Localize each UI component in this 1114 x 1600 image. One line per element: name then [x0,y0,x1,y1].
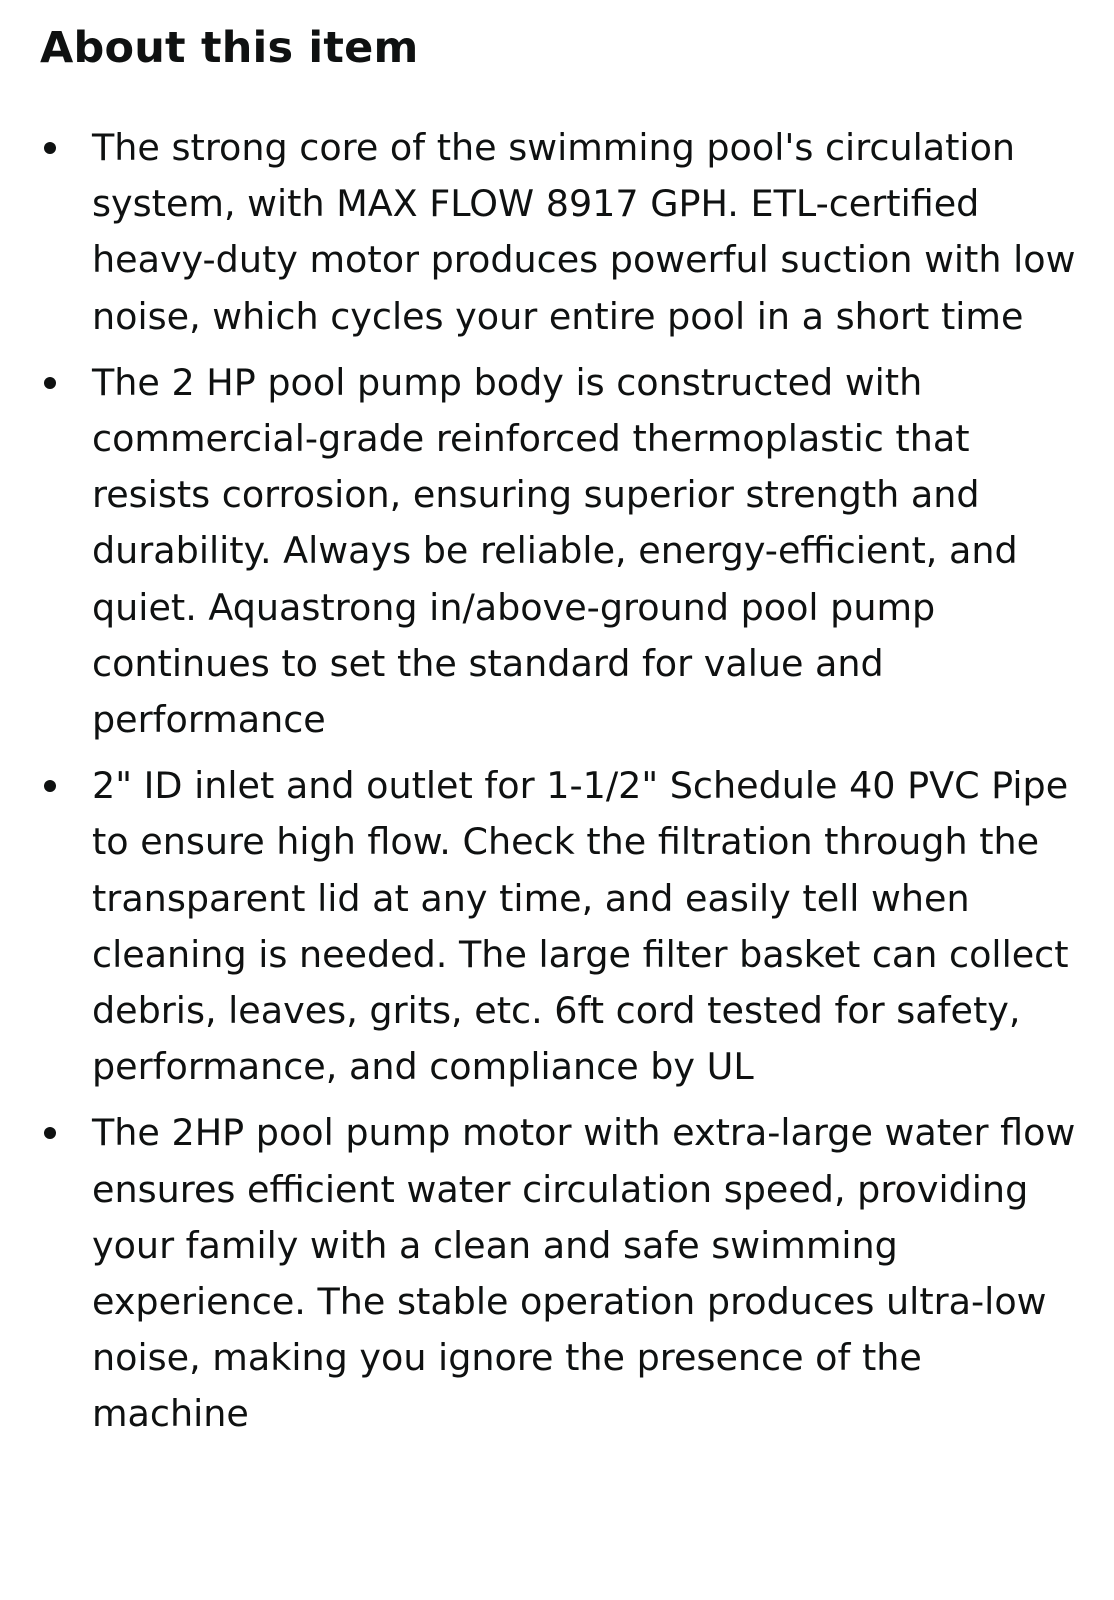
feature-bullet-item [40,1105,1074,1442]
bullet-point-icon [44,142,56,154]
feature-bullet-item [40,120,1074,345]
feature-bullet-text: 2" ID inlet and outlet for 1-1/2" Schedule 40 PVC Pipe to ensure high flow. Check the filtration through the transparent lid at any time, and easily tell when cleaning is needed. The large filter basket can collect debris, leaves, grits, etc. 6ft cord tested for safety, performance, and compliance by UL [92,764,1069,1089]
feature-bullet-list [40,120,1074,1443]
feature-bullet-text: The 2 HP pool pump body is constructed with commercial-grade reinforced thermoplastic that resists corrosion, ensuring superior strength and durability. Always be reliable, energy-efficient, and quiet. Aquastrong in/above-ground pool pump continues to set the standard for value and performance [92,360,1018,742]
feature-bullet-item [40,758,1074,1095]
bullet-point-icon [44,780,56,792]
bullet-point-icon [44,377,56,389]
feature-bullet-text: The 2HP pool pump motor with extra-large water flow ensures efficient water circulation speed, providing your family with a clean and safe swimming experience. The stable operation produces ultra-low noise, making you ignore the presence of the machine [92,1111,1076,1436]
feature-bullet-text: The strong core of the swimming pool's circulation system, with MAX FLOW 8917 GPH. ETL-certified heavy-duty motor produces powerful suction with low noise, which cycles your entire pool in a short time [92,126,1076,338]
section-title: About this item [40,23,419,73]
feature-bullet-item [40,355,1074,748]
bullet-point-icon [44,1127,56,1139]
